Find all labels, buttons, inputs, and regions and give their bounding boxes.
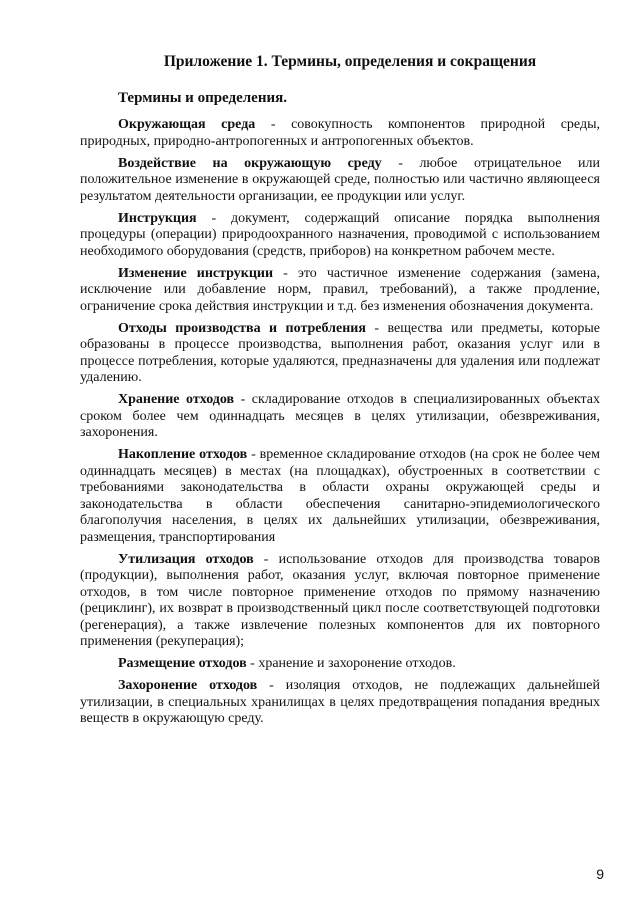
section-heading: Термины и определения. <box>118 90 287 106</box>
term-paragraph <box>80 321 600 387</box>
terms-list <box>80 117 600 733</box>
term-definition: - складирование отходов в специализированных объектах сроком более чем одиннадцать месяцев в целях утилизации, обезвреживания, захоронения. <box>80 392 600 440</box>
term-name: Размещение отходов <box>118 656 247 671</box>
term-paragraph <box>80 117 600 150</box>
term-name: Окружающая среда <box>118 117 256 132</box>
term-name: Утилизация отходов <box>118 551 254 567</box>
term-name: Захоронение отходов <box>118 678 258 693</box>
term-paragraph <box>80 266 600 316</box>
term-paragraph <box>80 552 600 651</box>
term-paragraph <box>80 211 600 261</box>
term-name: Воздействие на окружающую среду <box>118 155 382 171</box>
term-paragraph <box>80 392 600 442</box>
term-paragraph <box>80 156 600 206</box>
term-definition: - изоляция отходов, не подлежащих дальнейшей утилизации, в специальных хранилищах в целях предотвращения попадания вредных веществ в окружающую среду. <box>80 678 600 726</box>
term-name: Хранение отходов <box>118 392 235 407</box>
term-paragraph <box>80 678 600 728</box>
term-definition: - это частичное изменение содержания (замена, исключение или добавление норм, правил, требований), а также продление, ограничение срока действия инструкции и т.д. без изменения обозначения документа. <box>80 265 600 314</box>
term-definition: - вещества или предметы, которые образованы в процессе производства, выполнения работ, оказания услуг или в процессе потребления, которые удаляются, предназначены для удаления или подлежат удалению. <box>80 320 600 385</box>
term-paragraph <box>80 447 600 546</box>
term-definition: - любое отрицательное или положительное изменение в окружающей среде, полностью или частично являющееся результатом деятельности организации, ее продукции или услуг. <box>80 155 600 204</box>
term-definition: - хранение и захоронение отходов. <box>246 656 456 671</box>
page-number: 9 <box>596 866 604 882</box>
term-definition: - документ, содержащий описание порядка выполнения процедуры (операции) природоохранного назначения, проводимой с использованием необходимого оборудования (средств, приборов) на конкретном рабочем месте. <box>80 210 600 259</box>
term-name: Инструкция <box>118 210 197 226</box>
term-definition: - использование отходов для производства товаров (продукции), выполнения работ, оказания услуг, включая повторное применение отходов, в том числе повторное применение отходов по прямому назначению (рециклинг), их возврат в производственный цикл после соответствующей подготовки (регенерация), а также извлечение полезных компонентов для их повторного применения (рекуперация); <box>80 551 600 649</box>
term-definition: - временное складирование отходов (на срок не более чем одиннадцать месяцев) в местах (на площадках), обустроенных в соответствии с требованиями законодательства в области охраны окружающей среды и законодательства в области обеспечения санитарно-эпидемиологического благополучия населения, в целях их дальнейших утилизации, обезвреживания, размещения, транспортирования <box>80 447 600 545</box>
term-name: Отходы производства и потребления <box>118 320 366 336</box>
page-title: Приложение 1. Термины, определения и сокращения <box>163 53 537 70</box>
term-paragraph <box>80 656 600 673</box>
term-name: Накопление отходов <box>118 447 248 462</box>
term-definition: - совокупность компонентов природной среды, природных, природно-антропогенных и антропогенных объектов. <box>80 117 600 149</box>
term-name: Изменение инструкции <box>118 265 274 281</box>
